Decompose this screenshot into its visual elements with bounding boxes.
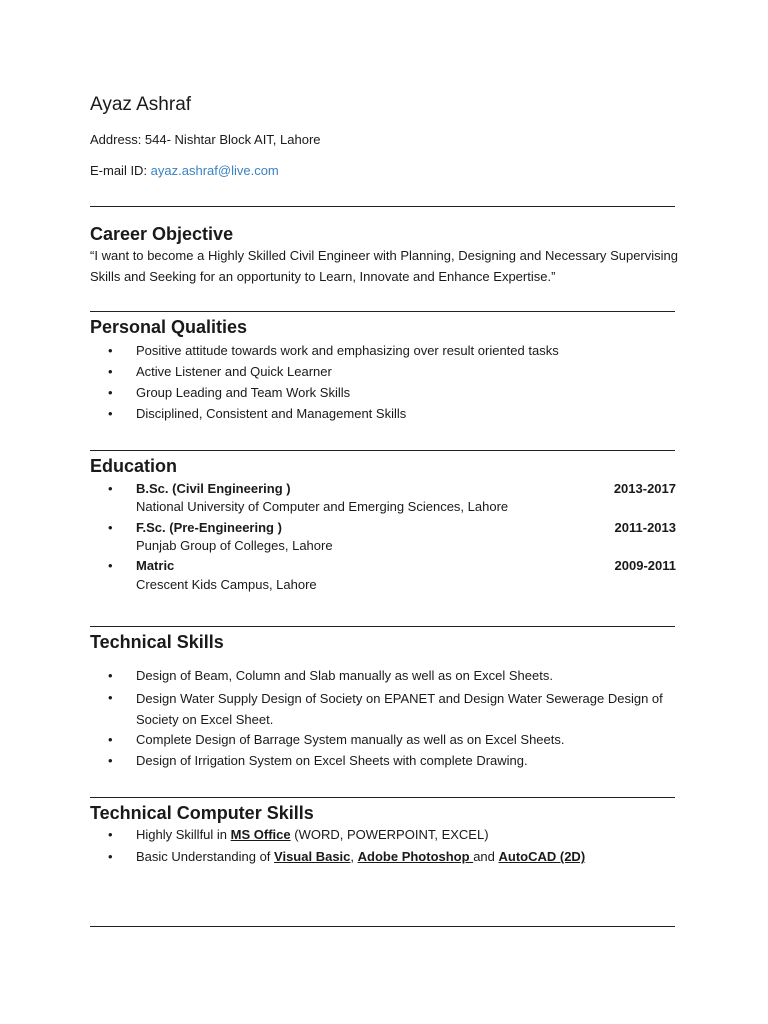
bullet: •	[108, 406, 113, 421]
address-line: Address: 544- Nishtar Block AIT, Lahore	[90, 132, 321, 147]
divider	[90, 450, 675, 451]
computer-skill-prefix: Basic Understanding of	[136, 849, 275, 864]
bullet: •	[108, 753, 113, 768]
bullet: •	[108, 364, 113, 379]
technical-skill-item: Design of Irrigation System on Excel Sheets with complete Drawing.	[136, 753, 528, 768]
candidate-name: Ayaz Ashraf	[90, 94, 192, 115]
bullet: •	[108, 668, 113, 683]
bullet: •	[108, 690, 113, 705]
education-institution: National University of Computer and Emerging Sciences, Lahore	[136, 499, 509, 514]
bullet: •	[108, 558, 113, 573]
education-institution: Punjab Group of Colleges, Lahore	[136, 538, 333, 553]
education-years: 2013-2017	[613, 481, 676, 496]
computer-skill-suffix: (WORD, POWERPOINT, EXCEL)	[290, 827, 489, 842]
and-text: and	[473, 849, 499, 864]
education-degree: Matric	[136, 558, 175, 573]
quality-item: Disciplined, Consistent and Management Skills	[136, 406, 407, 421]
personal-qualities-heading: Personal Qualities	[90, 317, 248, 337]
quality-item: Active Listener and Quick Learner	[136, 364, 332, 379]
email-label: E-mail ID:	[90, 163, 151, 178]
computer-skill-item	[136, 827, 489, 843]
education-years: 2011-2013	[614, 520, 676, 535]
divider	[90, 206, 675, 207]
visual-basic-highlight: Visual Basic	[274, 849, 351, 864]
computer-skill-item	[136, 849, 585, 865]
bullet: •	[108, 827, 113, 842]
ms-office-highlight: MS Office	[230, 827, 291, 842]
bullet: •	[108, 343, 113, 358]
divider	[90, 926, 675, 927]
bullet: •	[108, 481, 113, 496]
adobe-photoshop-highlight: Adobe Photoshop	[357, 849, 474, 864]
education-years: 2009-2011	[614, 558, 676, 573]
bullet: •	[108, 385, 113, 400]
bullet: •	[108, 849, 113, 864]
divider	[90, 797, 675, 798]
separator: ,	[350, 849, 358, 864]
education-degree: F.Sc. (Pre-Engineering )	[136, 520, 282, 535]
email-line	[90, 163, 279, 179]
computer-skills-heading: Technical Computer Skills	[90, 803, 314, 823]
technical-skill-item: Complete Design of Barrage System manually as well as on Excel Sheets.	[136, 732, 565, 747]
divider	[90, 626, 675, 627]
career-objective-text: “I want to become a Highly Skilled Civil Engineer with Planning, Designing and Necessary Supervising Skills and Seeking for an opportunity to Learn, Innovate and Enhance Expertise.”	[90, 248, 678, 284]
bullet: •	[108, 520, 113, 535]
computer-skill-prefix: Highly Skillful in	[136, 827, 231, 842]
education-heading: Education	[90, 456, 178, 476]
education-degree: B.Sc. (Civil Engineering )	[136, 481, 291, 496]
quality-item: Positive attitude towards work and emphasizing over result oriented tasks	[136, 343, 559, 358]
technical-skill-item: Design Water Supply Design of Society on EPANET and Design Water Sewerage Design of Society on Excel Sheet.	[136, 691, 663, 727]
technical-skills-heading: Technical Skills	[90, 632, 224, 652]
email-link[interactable]: ayaz.ashraf@live.com	[150, 163, 279, 178]
autocad-highlight: AutoCAD (2D)	[498, 849, 586, 864]
education-institution: Crescent Kids Campus, Lahore	[136, 577, 317, 592]
bullet: •	[108, 732, 113, 747]
technical-skill-item: Design of Beam, Column and Slab manually as well as on Excel Sheets.	[136, 668, 553, 683]
divider	[90, 311, 675, 312]
quality-item: Group Leading and Team Work Skills	[136, 385, 351, 400]
career-objective-heading: Career Objective	[90, 224, 234, 244]
